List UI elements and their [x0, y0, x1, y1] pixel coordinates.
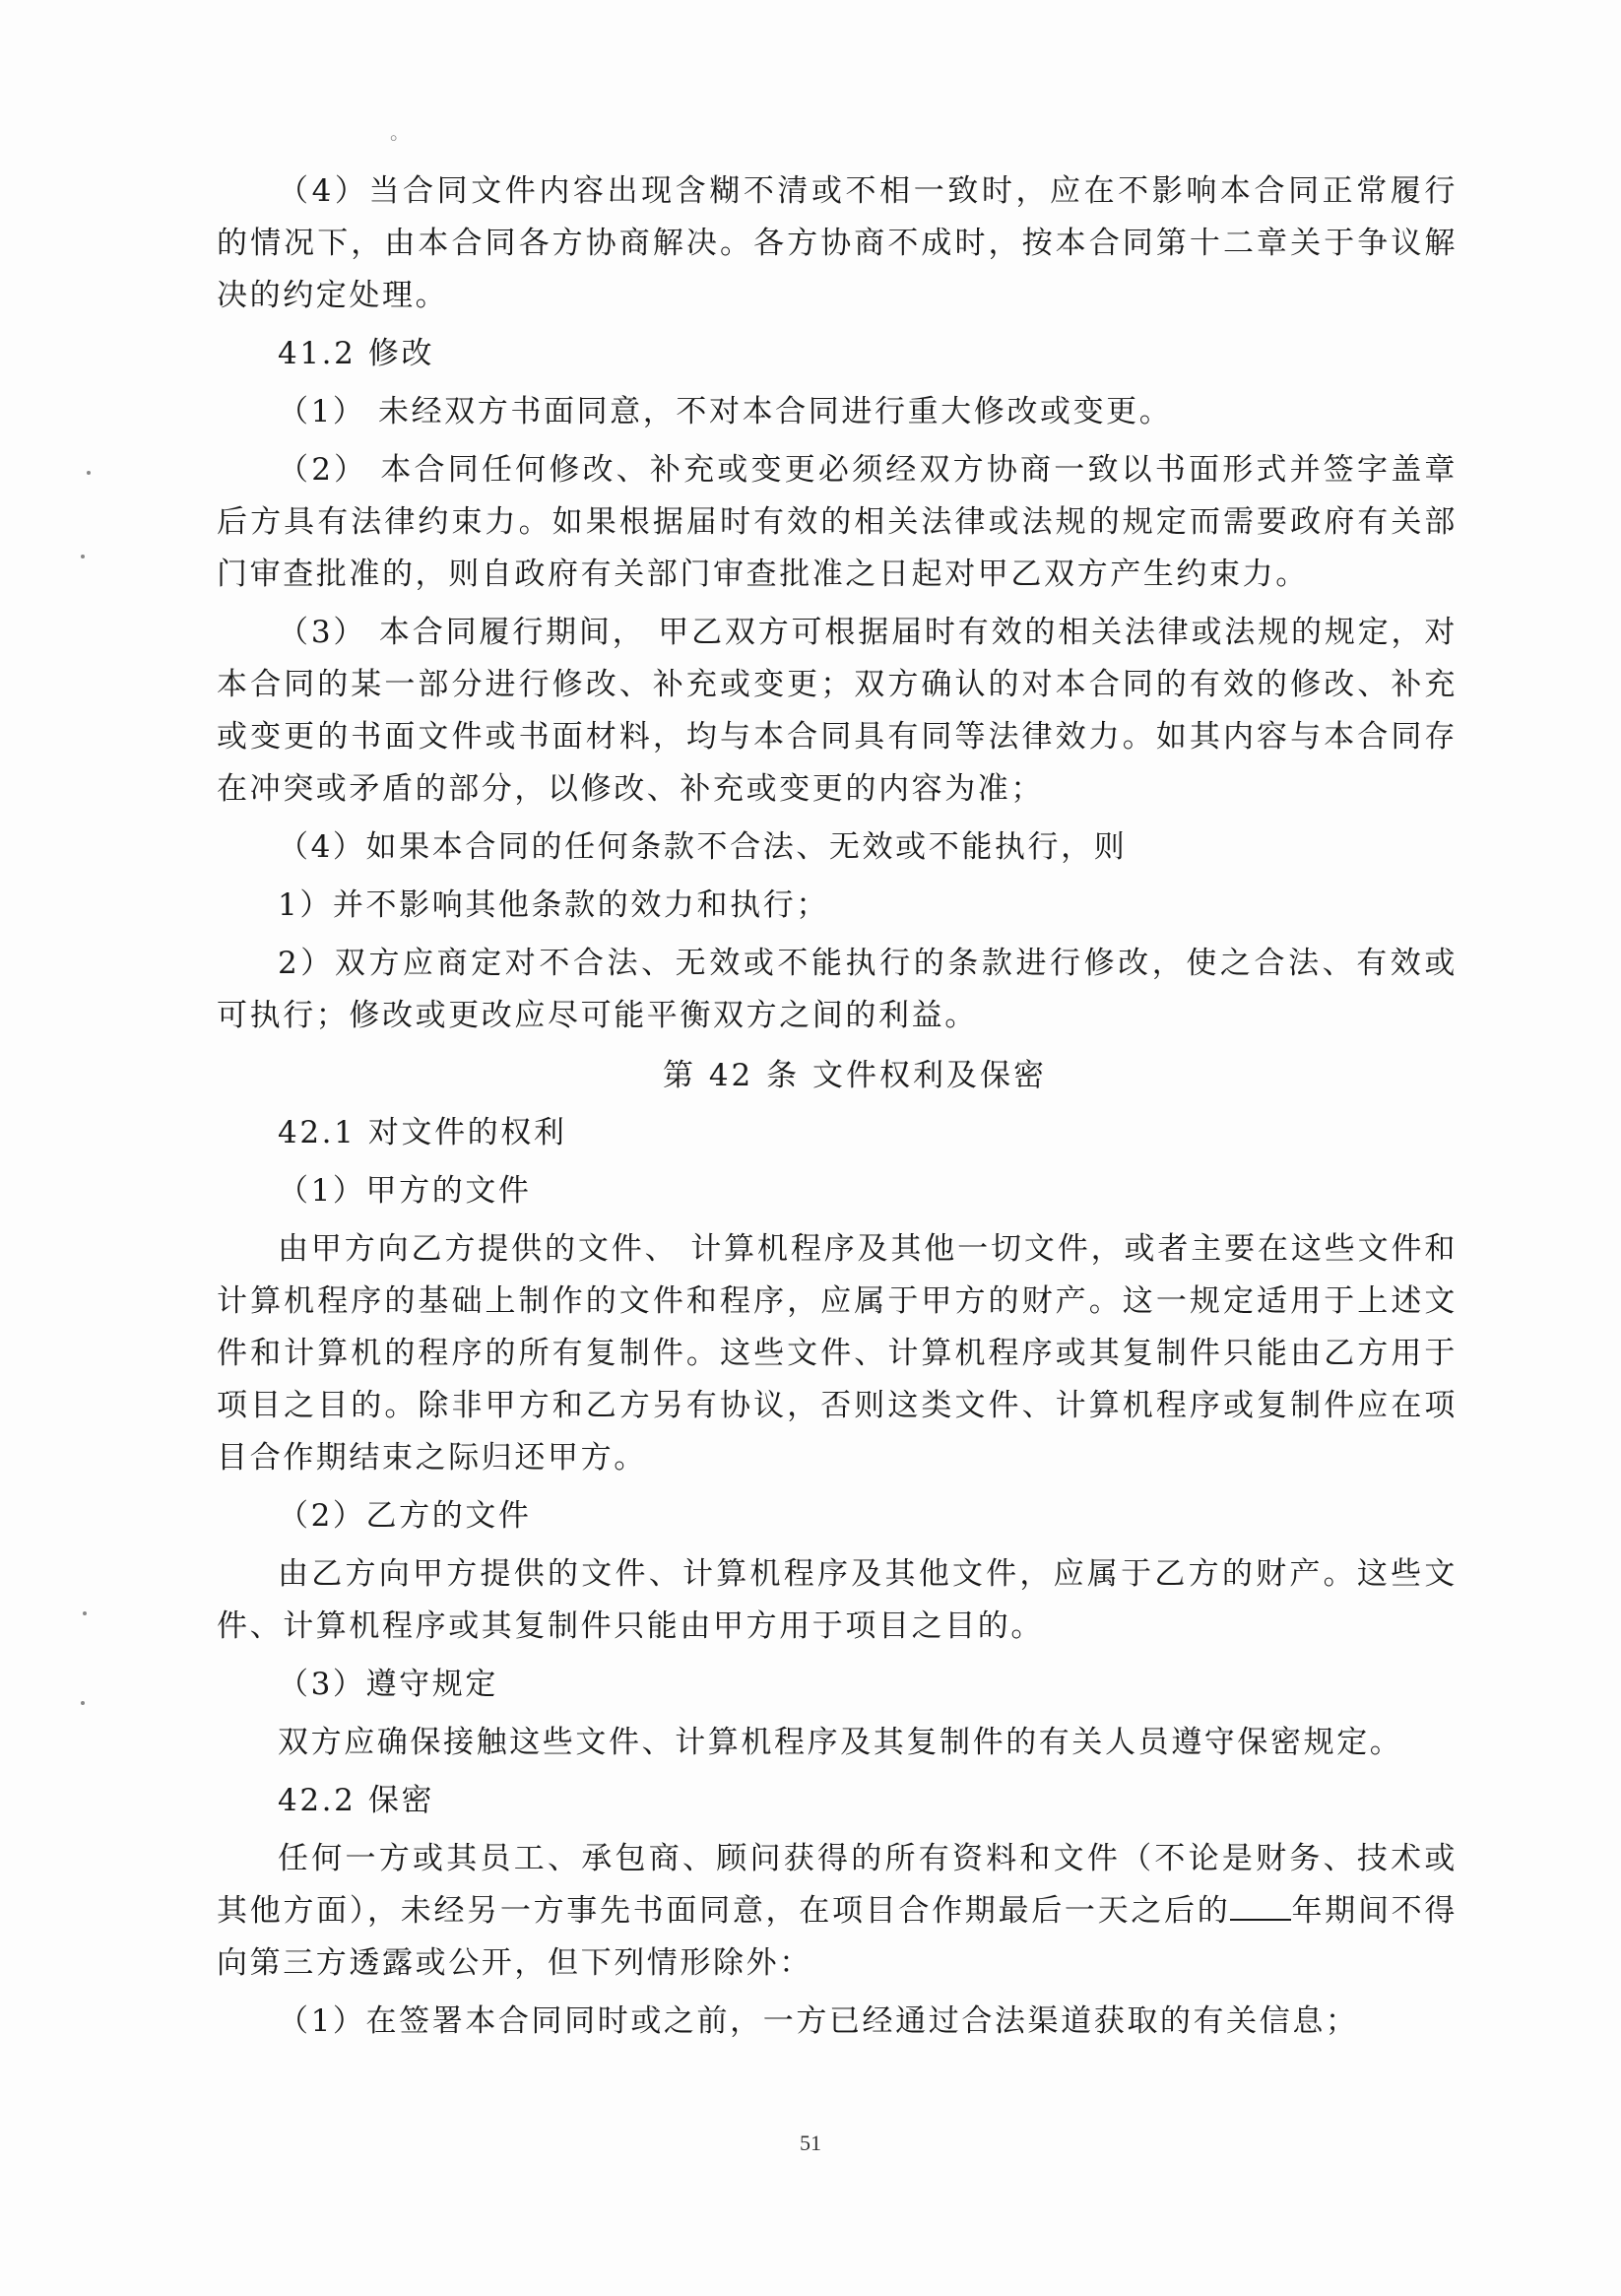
years-blank-line — [1230, 1889, 1291, 1921]
top-mark: 。 — [390, 120, 410, 144]
party-a-files-title: （1）甲方的文件 — [278, 1173, 532, 1209]
page-number: 51 — [800, 2131, 821, 2155]
paragraph-41-2-4: （4）如果本合同的任何条款不合法、无效或不能执行，则 — [278, 829, 1128, 865]
section-42-2-title: 42.2 保密 — [278, 1783, 435, 1818]
scan-speck — [81, 555, 85, 558]
paragraph-41-2-4-item-1: 1）并不影响其他条款的效力和执行； — [278, 887, 829, 923]
section-42-1-title: 42.1 对文件的权利 — [278, 1115, 567, 1150]
compliance-text: 双方应确保接触这些文件、计算机程序及其复制件的有关人员遵守保密规定。 — [278, 1725, 1403, 1760]
compliance-title: （3）遵守规定 — [278, 1667, 498, 1702]
confidentiality-text-before-blank: 任何一方或其员工、承包商、顾问获得的所有资料和文件（不论是财务、技术或其他方面），未经另一方事先书面同意，在项目合作期最后一天之后的 — [217, 1841, 1458, 1929]
confidentiality-text-after-blank: 年期间不得向第三方透露或公开，但下列情形除外： — [217, 1893, 1458, 1981]
paragraph-41-2-1: （1） 未经双方书面同意，不对本合同进行重大修改或变更。 — [278, 394, 1173, 429]
paragraph-41-2-2: （2） 本合同任何修改、补充或变更必须经双方协商一致以书面形式并签字盖章后方具有法律约束力。如果根据届时有效的相关法律或法规的规定而需要政府有关部门审查批准的，则自政府有关部门审查批准之日起对甲乙双方产生约束力。 — [217, 452, 1458, 592]
section-41-2-title: 41.2 修改 — [278, 336, 435, 371]
paragraph-41-2-4-item-2: 2）双方应商定对不合法、无效或不能执行的条款进行修改，使之合法、有效或可执行；修改或更改应尽可能平衡双方之间的利益。 — [217, 946, 1458, 1033]
scan-speck — [81, 1701, 85, 1705]
article-42-heading: 第 42 条 文件权利及保密 — [662, 1058, 1047, 1093]
party-b-files-text: 由乙方向甲方提供的文件、计算机程序及其他文件，应属于乙方的财产。这些文件、计算机程序或其复制件只能由甲方用于项目之目的。 — [217, 1556, 1458, 1644]
party-b-files-title: （2）乙方的文件 — [278, 1498, 532, 1534]
confidentiality-exception-1: （1）在签署本合同同时或之前，一方已经通过合法渠道获取的有关信息； — [278, 2003, 1359, 2039]
paragraph-41-1-4: （4）当合同文件内容出现含糊不清或不相一致时，应在不影响本合同正常履行的情况下，由本合同各方协商解决。各方协商不成时，按本合同第十二章关于争议解决的约定处理。 — [217, 173, 1458, 313]
document-body — [217, 165, 1458, 2048]
party-a-files-text: 由甲方向乙方提供的文件、 计算机程序及其他一切文件，或者主要在这些文件和计算机程序的基础上制作的文件和程序，应属于甲方的财产。这一规定适用于上述文件和计算机的程序的所有复制件。这些文件、计算机程序或其复制件只能由乙方用于项目之目的。除非甲方和乙方另有协议，否则这类文件、计算机程序或复制件应在项目合作期结束之际归还甲方。 — [217, 1231, 1458, 1476]
confidentiality-text — [217, 1833, 1458, 1990]
paragraph-41-2-3: （3） 本合同履行期间， 甲乙双方可根据届时有效的相关法律或法规的规定，对本合同的某一部分进行修改、补充或变更；双方确认的对本合同的有效的修改、补充或变更的书面文件或书面材料，均与本合同具有同等法律效力。如其内容与本合同存在冲突或矛盾的部分，以修改、补充或变更的内容为准； — [217, 615, 1458, 807]
scan-speck — [87, 471, 91, 475]
scan-speck — [83, 1611, 87, 1615]
